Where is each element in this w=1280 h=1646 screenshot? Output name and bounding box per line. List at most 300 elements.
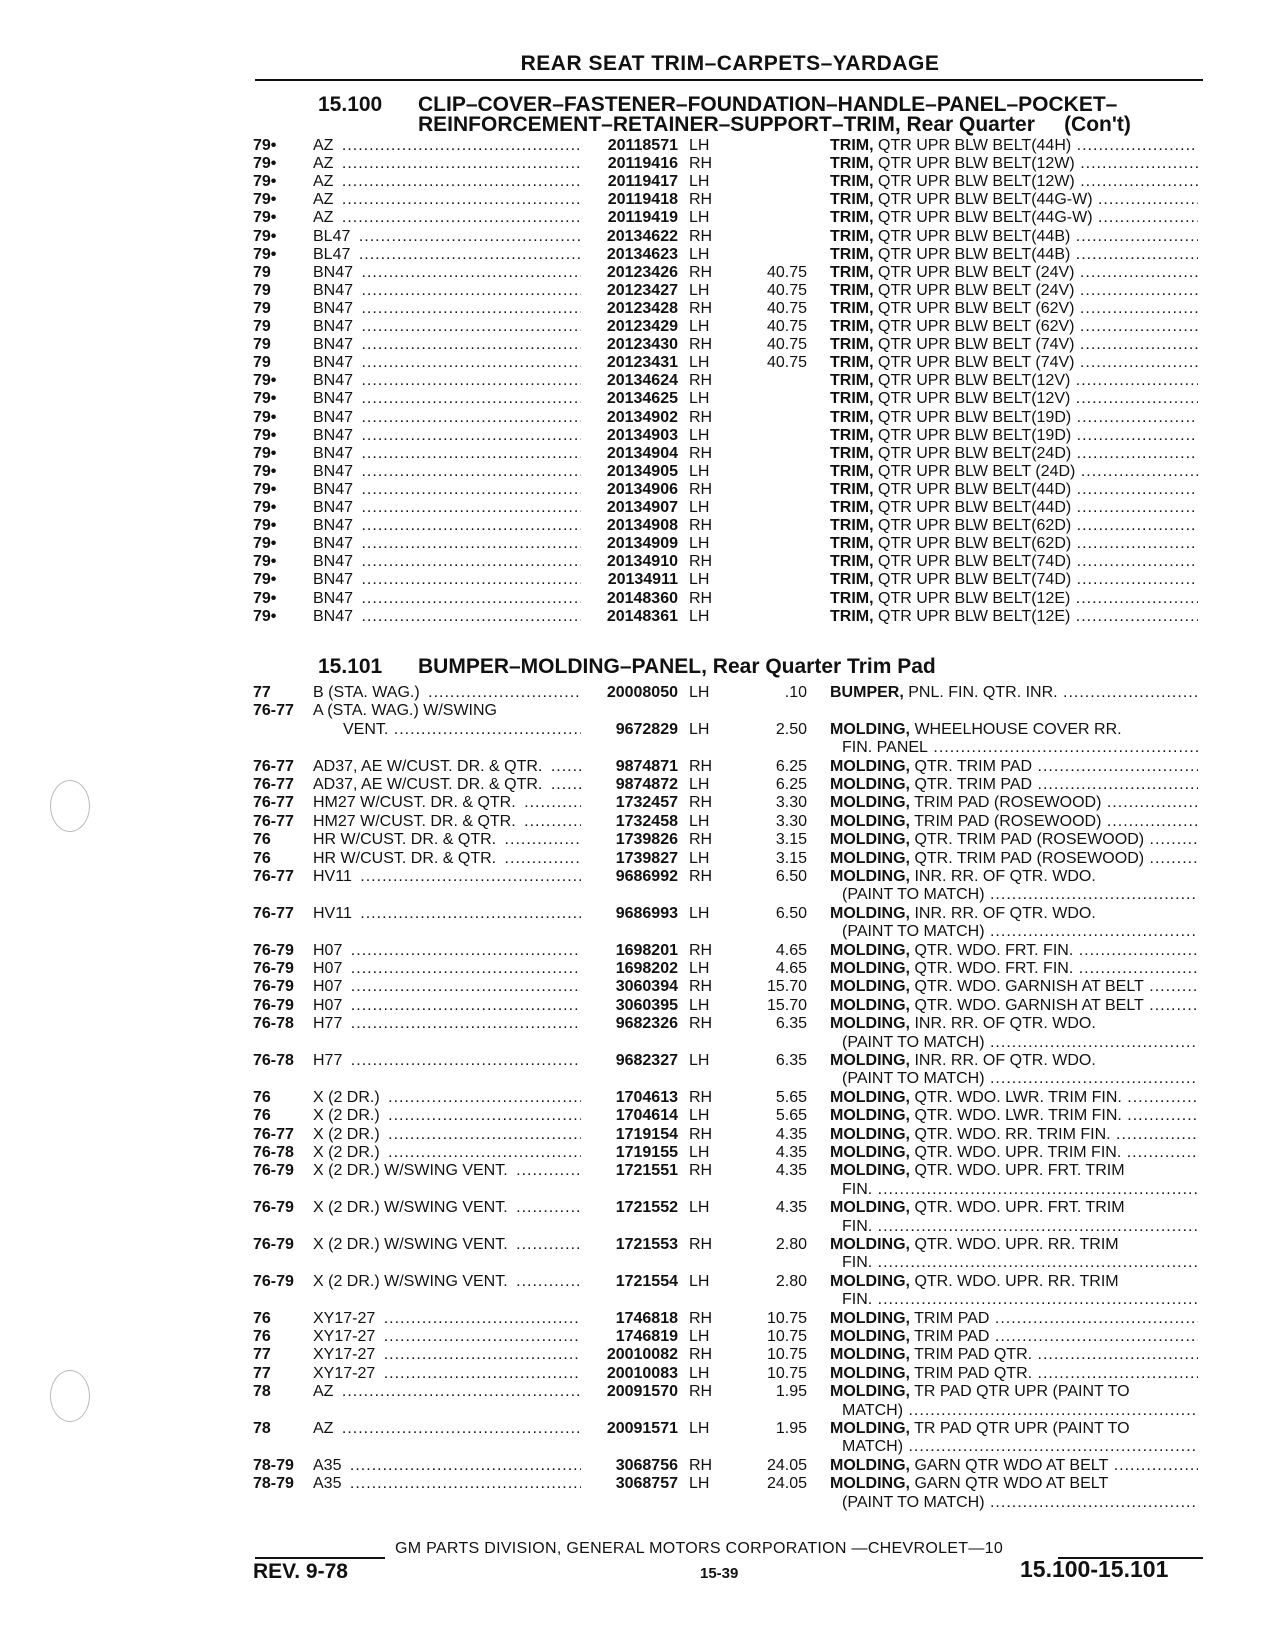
model-code [313,1365,581,1384]
side: LH [689,720,710,738]
description-text: QTR UPR BLW BELT(12W) [878,173,1075,191]
model-code-text: AZ [313,137,336,154]
side: RH [689,408,713,426]
part-number: 20091570 [606,1383,678,1401]
description-keyword: TRIM, [830,336,874,354]
description-text: INR. RR. OF QTR. WDO. [914,1052,1096,1069]
description-text: QTR. TRIM PAD [914,776,1033,793]
part-number: 20118571 [607,137,678,154]
model-code [313,336,581,355]
part-number: 1739827 [615,849,678,867]
model-code-text: BN47 [313,390,356,407]
price: 4.35 [775,1144,807,1161]
description-continuation: (PAINT TO MATCH) ..... [842,886,1198,905]
part-number: 1721552 [615,1199,678,1217]
model-code [313,300,581,319]
part-number: 1721553 [615,1236,678,1253]
table-row-continuation [0,739,1280,758]
model-year: 79• [253,535,277,553]
model-year: 76-79 [253,1199,294,1217]
model-code [313,1457,581,1476]
part-number: 9874871 [615,757,678,775]
table-row [0,445,1280,464]
description-keyword: TRIM, [830,589,874,607]
description-text: GARN QTR WDO AT BELT [914,1456,1109,1474]
side: LH [689,1328,710,1345]
description [830,1420,1198,1439]
model-code-text: A35 [313,1457,344,1474]
model-year: 79• [253,209,277,227]
model-code-text: AZ [313,173,336,190]
model-code-text: BN47 [313,481,356,498]
part-number: 20119417 [607,173,678,191]
model-code-text: X (2 DR.) W/SWING VENT. [313,1236,511,1253]
model-year: 76-79 [253,960,294,977]
description-keyword: TRIM, [830,571,874,589]
model-year: 79 [253,318,271,335]
model-code-text: X (2 DR.) [313,1144,383,1161]
description-text: QTR. TRIM PAD (ROSEWOOD) [914,849,1145,867]
model-year: 76-77 [253,904,294,922]
description-text: QTR. WDO. UPR. FRT. TRIM [914,1199,1125,1217]
description [830,776,1198,795]
part-number: 20134908 [606,517,678,535]
model-year: 79 [253,354,271,372]
description-keyword: TRIM, [830,299,874,317]
description-keyword: MOLDING, [830,1199,910,1217]
description [830,173,1198,192]
description-keyword: TRIM, [830,263,874,281]
model-year: 76-78 [253,1144,294,1161]
description-keyword: TRIM, [830,209,874,227]
table-row [0,1420,1280,1439]
part-number: 1721554 [615,1272,678,1290]
description-keyword: MOLDING, [830,1346,910,1364]
description-keyword: MOLDING, [830,960,910,977]
description-text: QTR UPR BLW BELT(12V) [878,390,1071,408]
table-row [0,776,1280,795]
description [830,1144,1198,1163]
part-number: 1732458 [615,812,678,830]
part-number: 20123430 [606,336,678,354]
part-number: 20123426 [606,263,678,281]
part-number: 20134905 [606,462,678,480]
side: LH [689,281,710,299]
model-year: 76 [253,1309,271,1327]
side: RH [689,1383,713,1401]
price: 1.95 [775,1383,807,1401]
model-code [313,246,581,265]
description-keyword: MOLDING, [830,1272,910,1290]
table-row [0,1107,1280,1126]
model-code-text: BN47 [313,300,356,317]
model-code-text: X (2 DR.) [313,1107,383,1124]
footer-rule-left [255,1557,385,1559]
table-row [0,1328,1280,1347]
table-row [0,481,1280,500]
description-keyword: TRIM, [830,517,874,535]
price: 40.75 [766,263,807,281]
header-rule [255,79,1203,81]
side: RH [689,155,713,173]
side: LH [689,1107,710,1125]
description-text: QTR. WDO. FRT. FIN. [914,960,1074,977]
model-year: 79 [253,336,271,354]
model-code-text: X (2 DR.) [313,1089,383,1106]
description [830,282,1198,301]
table-row [0,1015,1280,1034]
side: LH [689,1420,710,1437]
model-code-text: BN47 [313,264,356,281]
table-row [0,608,1280,627]
description-text: QTR. WDO. FRT. FIN. [914,941,1074,959]
table-row [0,1365,1280,1384]
price: 4.65 [775,960,807,977]
model-year: 79 [253,263,271,281]
side: RH [689,444,713,462]
price: 10.75 [766,1346,807,1364]
description-continuation: FIN. PANEL ..... [842,739,1198,758]
table-row [0,1144,1280,1163]
model-year: 79• [253,444,277,462]
description [830,1475,1198,1494]
model-code [313,499,581,518]
side: RH [689,978,713,996]
part-number: 9682327 [615,1052,678,1069]
side: RH [689,1236,713,1253]
table-row [0,702,1280,721]
model-year: 79• [253,426,277,444]
description-keyword: MOLDING, [830,849,910,867]
model-year: 76 [253,831,271,849]
part-number: 20123431 [606,354,678,372]
description-text: QTR UPR BLW BELT(12E) [878,607,1071,625]
model-year: 79• [253,227,277,245]
description [830,409,1198,428]
description [830,942,1198,961]
part-number: 20134902 [606,408,678,426]
model-code-text: BN47 [313,318,356,335]
model-year: 76-77 [253,776,294,793]
part-number: 20134622 [606,227,678,245]
side: LH [689,904,710,922]
description-text: QTR UPR BLW BELT (74V) [878,354,1075,372]
description-keyword: TRIM, [830,227,874,245]
side: LH [689,607,710,625]
description-keyword: TRIM, [830,155,874,173]
table-row-continuation [0,886,1280,905]
part-number: 9686992 [615,868,678,885]
description [830,228,1198,247]
description-keyword: TRIM, [830,191,874,209]
model-code [313,481,581,500]
description-keyword: MOLDING, [830,978,910,996]
description [830,684,1198,703]
description [830,246,1198,265]
description [830,155,1198,174]
table-row [0,137,1280,156]
model-year: 77 [253,1364,271,1382]
description-text: WHEELHOUSE COVER RR. [914,720,1122,738]
model-code [313,794,581,813]
part-number: 9682326 [615,1015,678,1033]
section-title-line1: CLIP–COVER–FASTENER–FOUNDATION–HANDLE–PANEL–POCKET– [418,93,1118,116]
description-keyword: MOLDING, [830,1364,910,1382]
table-row-continuation [0,1438,1280,1457]
description-keyword: TRIM, [830,444,874,462]
description-text: TRIM PAD (ROSEWOOD) [914,812,1102,830]
description-continuation: MATCH) ..... [842,1402,1198,1421]
model-code-text: AZ [313,1383,336,1400]
part-number: 20119419 [607,209,678,227]
model-year: 76-78 [253,1015,294,1033]
model-code [313,831,581,850]
model-year: 77 [253,1346,271,1364]
side: RH [689,794,713,812]
description-continuation: (PAINT TO MATCH) ..... [842,1070,1198,1089]
description-keyword: TRIM, [830,426,874,444]
side: RH [689,831,713,849]
description [830,590,1198,609]
price: 6.25 [775,776,807,793]
description-text: INR. RR. OF QTR. WDO. [914,1015,1096,1033]
description-keyword: MOLDING, [830,868,910,885]
model-year: 76-79 [253,1162,294,1180]
side: LH [689,1364,710,1382]
table-row [0,905,1280,924]
price: 4.35 [775,1125,807,1143]
model-code [313,684,581,703]
model-year: 76-79 [253,996,294,1014]
model-code-text: AZ [313,209,336,226]
part-number: 20119418 [607,191,678,209]
description-keyword: MOLDING, [830,1088,910,1106]
model-code [313,445,581,464]
price: 24.05 [766,1475,807,1493]
model-code [313,1236,581,1255]
footer-publisher: GM PARTS DIVISION, GENERAL MOTORS CORPORATION —CHEVROLET—10 [395,1540,1004,1557]
description-text: QTR UPR BLW BELT(44G-W) [878,209,1093,227]
price: 5.65 [775,1107,807,1125]
description-text: QTR UPR BLW BELT(44D) [878,499,1072,516]
description-continuation: (PAINT TO MATCH) ..... [842,1034,1198,1053]
model-year: 76-78 [253,1052,294,1069]
part-number: 1746819 [615,1328,678,1345]
table-row [0,228,1280,247]
model-code [313,850,581,869]
description-continuation: FIN. ..... [842,1291,1198,1310]
description [830,905,1198,924]
table-row [0,427,1280,446]
model-year: 76 [253,849,271,867]
part-number: 1719154 [615,1125,678,1143]
table-row [0,300,1280,319]
description-keyword: TRIM, [830,607,874,625]
description [830,264,1198,283]
model-year: 79• [253,462,277,480]
model-year: 78 [253,1420,271,1437]
model-code [313,264,581,283]
description-text: QTR UPR BLW BELT(74D) [878,553,1072,571]
description-text: QTR. WDO. UPR. TRIM FIN. [914,1144,1122,1161]
table-row-continuation [0,1254,1280,1273]
model-code-text: XY17-27 [313,1328,378,1345]
page-header: REAR SEAT TRIM–CARPETS–YARDAGE [520,52,940,75]
side: LH [689,535,710,553]
model-year: 76-79 [253,941,294,959]
table-row [0,1162,1280,1181]
description [830,1346,1198,1365]
description [830,758,1198,777]
table-row [0,191,1280,210]
side: LH [689,1052,710,1069]
model-code-text: XY17-27 [313,1310,378,1327]
side: LH [689,462,710,480]
part-number: 1719155 [615,1144,678,1161]
price: 4.35 [775,1199,807,1217]
model-year: 79• [253,480,277,498]
side: RH [689,480,713,498]
table-row [0,960,1280,979]
table-row [0,978,1280,997]
model-year: 76 [253,1328,271,1345]
description [830,445,1198,464]
model-code-text: BN47 [313,553,356,570]
model-code-text: X (2 DR.) [313,1126,383,1143]
model-code [313,191,581,210]
model-code [313,1273,581,1292]
price: .10 [784,684,807,701]
side: LH [689,245,710,263]
description-keyword: MOLDING, [830,720,910,738]
description [830,553,1198,572]
section-range: 15.100-15.101 [1020,1556,1169,1582]
description [830,463,1198,482]
side: LH [689,1272,710,1290]
price: 3.15 [775,849,807,867]
part-number: 9874872 [615,776,678,793]
description-text: QTR. TRIM PAD [914,757,1033,775]
description-keyword: MOLDING, [830,1125,910,1143]
section-title-line2: REINFORCEMENT–RETAINER–SUPPORT–TRIM, Rear Quarter [418,113,1035,136]
description [830,372,1198,391]
description-keyword: MOLDING, [830,941,910,959]
model-code [313,463,581,482]
model-code [313,1383,581,1402]
table-row [0,535,1280,554]
description-keyword: TRIM, [830,535,874,553]
model-code [313,1162,581,1181]
description [830,137,1198,156]
description-keyword: MOLDING, [830,1420,910,1437]
description-text: QTR UPR BLW BELT(74D) [878,571,1072,589]
model-year: 79• [253,173,277,191]
description [830,1162,1198,1181]
model-code-text: H07 [313,997,345,1014]
description-text: QTR UPR BLW BELT (24V) [878,263,1075,281]
side: LH [689,426,710,444]
description [830,336,1198,355]
part-number: 20134911 [607,571,678,589]
description-keyword: TRIM, [830,408,874,426]
side: RH [689,757,713,775]
description-text: QTR UPR BLW BELT (74V) [878,336,1075,354]
model-year: 76-77 [253,757,294,775]
table-row [0,794,1280,813]
model-year: 76-79 [253,1272,294,1290]
model-code-text: BN47 [313,571,356,588]
table-row [0,1273,1280,1292]
part-number: 3068756 [615,1456,678,1474]
table-row [0,1310,1280,1329]
description-text: QTR. WDO. GARNISH AT BELT [914,996,1144,1014]
description [830,813,1198,832]
table-row-continuation [0,923,1280,942]
description-text: QTR UPR BLW BELT (24V) [878,281,1075,299]
side: LH [689,776,710,793]
part-number: 3060395 [615,996,678,1014]
description-keyword: MOLDING, [830,794,910,812]
description [830,1273,1198,1292]
table-row [0,553,1280,572]
description-keyword: BUMPER, [830,684,904,701]
description-keyword: MOLDING, [830,831,910,849]
model-code [313,590,581,609]
side: RH [689,299,713,317]
model-year: 77 [253,684,271,701]
side: LH [689,996,710,1014]
table-row-continuation [0,1402,1280,1421]
table-row [0,463,1280,482]
description [830,535,1198,554]
model-code [313,517,581,536]
table-row [0,1126,1280,1145]
model-code-text: H07 [313,978,345,995]
margin-hole-mark [50,1370,90,1422]
model-code-text: BN47 [313,445,356,462]
price: 5.65 [775,1088,807,1106]
model-code-text: AD37, AE W/CUST. DR. & QTR. [313,758,545,775]
model-year: 76 [253,1107,271,1125]
side: RH [689,1346,713,1364]
side: LH [689,318,710,335]
price: 6.50 [775,868,807,885]
model-year: 76-79 [253,1236,294,1253]
table-row [0,354,1280,373]
side: LH [689,137,710,154]
side: RH [689,227,713,245]
side: RH [689,589,713,607]
description-continuation: MATCH) ..... [842,1438,1198,1457]
model-year: 79 [253,299,271,317]
description-text: QTR UPR BLW BELT(44B) [878,245,1071,263]
section-title-text: BUMPER–MOLDING–PANEL, Rear Quarter Trim Pad [418,655,936,678]
model-code [313,427,581,446]
side: LH [689,849,710,867]
section-number: 15.100 [318,93,383,116]
model-code-text: BN47 [313,372,356,389]
price: 2.80 [775,1236,807,1253]
price: 2.50 [775,720,807,738]
part-number: 20148361 [606,607,678,625]
model-code [313,1089,581,1108]
table-row [0,997,1280,1016]
model-code-text: X (2 DR.) W/SWING VENT. [313,1199,511,1216]
part-number: 20134906 [606,480,678,498]
model-year: 78 [253,1383,271,1401]
description [830,571,1198,590]
table-row [0,1457,1280,1476]
